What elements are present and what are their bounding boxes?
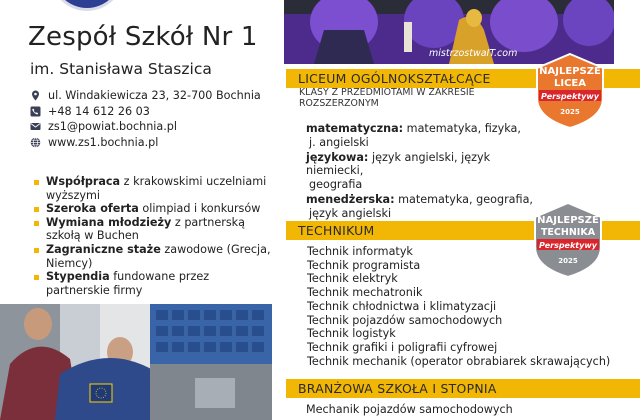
envelope-icon	[30, 121, 41, 132]
liceum-profile	[306, 122, 546, 150]
school-patron: im. Stanisława Staszica	[30, 60, 212, 78]
branzowa-title: BRANŻOWA SZKOŁA I STOPNIA	[298, 381, 497, 396]
phone-icon	[30, 106, 41, 117]
feature-bold: Wymiana młodzieży	[46, 215, 172, 229]
workshop-photo	[0, 304, 272, 420]
technikum-item: Technik chłodnictwa i klimatyzacji	[307, 299, 497, 313]
badge-top-text: NAJLEPSZE	[537, 215, 599, 226]
feature-text: olimpiad i konkursów	[138, 202, 261, 216]
technikum-item: Technik pojazdów samochodowych	[307, 313, 503, 327]
bullet-icon	[34, 248, 39, 253]
contact-website[interactable]	[30, 135, 261, 151]
profile-subjects-cont: geografia	[309, 178, 363, 192]
liceum-title: LICEUM OGÓLNOKSZTAŁCĄCE	[298, 71, 491, 86]
profile-name: menedżerska:	[306, 192, 395, 206]
contact-email[interactable]	[30, 119, 261, 135]
profile-subjects: język angielski, język niemiecki,	[306, 150, 491, 178]
badge-top-text: NAJLEPSZE	[539, 66, 601, 77]
liceum-profile	[306, 193, 546, 221]
feature-bold: Współpraca	[46, 175, 121, 188]
bullet-icon	[34, 207, 39, 212]
contact-address	[30, 88, 261, 104]
location-pin-icon	[30, 90, 41, 101]
contact-address-text: ul. Windakiewicza 23, 32-700 Bochnia	[48, 89, 261, 103]
technikum-item: Technik programista	[307, 258, 421, 272]
bullet-icon	[34, 221, 39, 226]
profile-subjects-cont: język angielski	[309, 206, 392, 220]
feature-item	[34, 270, 274, 297]
badge-ribbon-text: Perspektywy	[541, 92, 599, 101]
contact-website-text[interactable]: www.zs1.bochnia.pl	[48, 135, 159, 149]
technikum-item: Technik elektryk	[307, 272, 398, 286]
profile-subjects: matematyka, fizyka,	[403, 122, 521, 135]
feature-item	[34, 216, 274, 243]
contact-phone	[30, 104, 261, 120]
contact-email-text[interactable]: zs1@powiat.bochnia.pl	[48, 120, 178, 134]
profile-name: matematyczna:	[306, 122, 404, 135]
feature-text: zawodowe (Grecja, Niemcy)	[46, 242, 271, 270]
contact-list	[30, 88, 261, 150]
feature-bold: Zagraniczne staże	[46, 242, 161, 256]
feature-item	[34, 202, 274, 216]
profile-subjects-cont: j. angielski	[309, 135, 369, 149]
contact-phone-text: +48 14 612 26 03	[48, 104, 150, 118]
school-name: Zespół Szkół Nr 1	[28, 22, 258, 52]
badge-najlepsze-technika	[531, 201, 605, 279]
badge-year: 2025	[558, 257, 578, 265]
technikum-title: TECHNIKUM	[298, 223, 375, 238]
technikum-item: Technik mechanik (operator obrabiarek skrawających)	[307, 354, 611, 368]
feature-list	[34, 175, 274, 297]
bullet-icon	[34, 275, 39, 280]
badge-year: 2025	[560, 108, 580, 116]
feature-item	[34, 243, 274, 270]
technikum-item: Technik informatyk	[307, 245, 413, 258]
feature-text: fundowane przez partnerskie firmy	[46, 270, 210, 297]
feature-bold: Szeroka oferta	[46, 202, 139, 216]
school-logo	[50, 0, 124, 11]
feature-bold: Stypendia	[46, 270, 110, 284]
photo-caption: mistrzostwaIT.com	[429, 48, 518, 59]
liceum-subtitle: KLASY Z PRZEDMIOTAMI W ZAKRESIE ROZSZERZONYM	[299, 87, 475, 109]
technikum-item: Technik grafiki i poligrafii cyfrowej	[307, 340, 498, 354]
technikum-item: Technik mechatronik	[307, 286, 423, 300]
profile-name: językowa:	[306, 150, 369, 164]
profile-subjects: matematyka, geografia,	[394, 192, 533, 206]
badge-najlepsze-licea	[533, 52, 607, 130]
liceum-profile	[306, 151, 546, 192]
technikum-item: Technik logistyk	[307, 327, 396, 341]
globe-icon	[30, 137, 41, 148]
bullet-icon	[34, 180, 39, 185]
feature-text: z partnerską szkołą w Buchen	[46, 215, 245, 243]
liceum-profiles	[306, 122, 546, 222]
branzowa-item: Mechanik pojazdów samochodowych	[306, 403, 513, 416]
feature-item	[34, 175, 274, 202]
badge-mid-text: TECHNIKA	[540, 227, 596, 238]
feature-text: z krakowskimi uczelniami wyższymi	[46, 175, 267, 202]
branzowa-header	[286, 379, 640, 398]
branzowa-list	[306, 403, 513, 417]
badge-mid-text: LICEA	[553, 78, 587, 89]
badge-ribbon-text: Perspektywy	[539, 241, 597, 250]
